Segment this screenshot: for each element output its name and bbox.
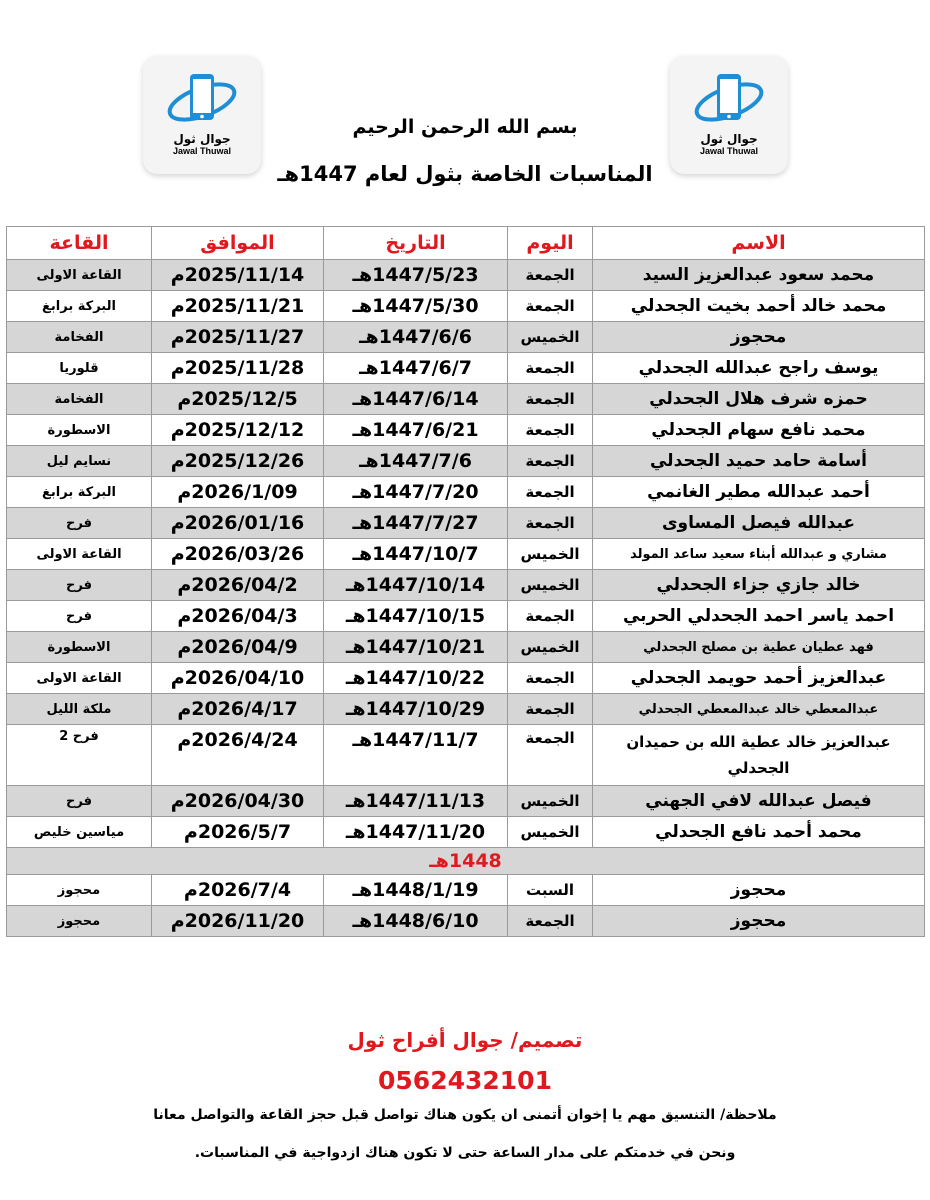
- cell-name: حمزه شرف هلال الجحدلي: [593, 384, 925, 415]
- year-divider-row: [7, 848, 925, 875]
- cell-hall: مياسين خليص: [7, 817, 152, 848]
- cell-day: الجمعة: [508, 725, 593, 786]
- cell-hijri-date: 1447/11/7هـ: [324, 725, 508, 786]
- cell-hall: القاعة الاولى: [7, 539, 152, 570]
- table-row: [7, 786, 925, 817]
- table-row: [7, 663, 925, 694]
- cell-name: محمد سعود عبدالعزيز السيد: [593, 260, 925, 291]
- cell-day: الجمعة: [508, 291, 593, 322]
- cell-gregorian-date: 2025/12/5م: [152, 384, 324, 415]
- cell-hijri-date: 1447/5/30هـ: [324, 291, 508, 322]
- cell-day: الجمعة: [508, 415, 593, 446]
- cell-gregorian-date: 2026/03/26م: [152, 539, 324, 570]
- cell-gregorian-date: 2025/11/28م: [152, 353, 324, 384]
- cell-hall: محجوز: [7, 906, 152, 937]
- design-credit: تصميم/ جوال أفراح ثول: [347, 1028, 583, 1052]
- table-row: [7, 632, 925, 663]
- cell-gregorian-date: 2026/04/3م: [152, 601, 324, 632]
- cell-hall: نسايم ليل: [7, 446, 152, 477]
- cell-hijri-date: 1447/5/23هـ: [324, 260, 508, 291]
- note-line-1: ملاحظة/ التنسيق مهم يا إخوان أتمنى ان يكون هناك تواصل قبل حجز القاعة والتواصل معانا: [153, 1107, 777, 1123]
- cell-name: محجوز: [593, 906, 925, 937]
- cell-name: محجوز: [593, 875, 925, 906]
- cell-day: السبت: [508, 875, 593, 906]
- table-row: [7, 694, 925, 725]
- cell-hall: الاسطورة: [7, 415, 152, 446]
- table-row: [7, 601, 925, 632]
- logo-english-text: Jawal Thuwal: [699, 146, 759, 156]
- cell-hijri-date: 1447/10/7هـ: [324, 539, 508, 570]
- cell-hijri-date: 1447/6/14هـ: [324, 384, 508, 415]
- cell-day: الجمعة: [508, 260, 593, 291]
- table-row: [7, 477, 925, 508]
- cell-hall: فرح: [7, 508, 152, 539]
- cell-gregorian-date: 2026/04/9م: [152, 632, 324, 663]
- table-row: [7, 260, 925, 291]
- cell-day: الخميس: [508, 786, 593, 817]
- table-row: [7, 384, 925, 415]
- cell-hall: الاسطورة: [7, 632, 152, 663]
- logo-arabic-text: جوال ثول: [700, 132, 758, 146]
- cell-day: الجمعة: [508, 906, 593, 937]
- cell-hijri-date: 1447/6/21هـ: [324, 415, 508, 446]
- cell-hall: قلوريا: [7, 353, 152, 384]
- cell-hijri-date: 1447/7/20هـ: [324, 477, 508, 508]
- header-hijri-date: التاريخ: [324, 227, 508, 260]
- logo-right: [670, 56, 788, 174]
- cell-hijri-date: 1447/10/21هـ: [324, 632, 508, 663]
- cell-hijri-date: 1448/6/10هـ: [324, 906, 508, 937]
- cell-hall: الفخامة: [7, 322, 152, 353]
- cell-day: الجمعة: [508, 384, 593, 415]
- cell-day: الخميس: [508, 632, 593, 663]
- cell-hall: البركة برابغ: [7, 291, 152, 322]
- cell-name: عبدالله فيصل المساوى: [593, 508, 925, 539]
- cell-gregorian-date: 2026/04/10م: [152, 663, 324, 694]
- cell-hijri-date: 1447/10/14هـ: [324, 570, 508, 601]
- table-row: [7, 725, 925, 786]
- header-name: الاسم: [593, 227, 925, 260]
- cell-name: محجوز: [593, 322, 925, 353]
- table-row: [7, 906, 925, 937]
- events-table: [6, 226, 925, 937]
- cell-name: أسامة حامد حميد الجحدلي: [593, 446, 925, 477]
- cell-hijri-date: 1447/10/29هـ: [324, 694, 508, 725]
- cell-hall: ملكة الليل: [7, 694, 152, 725]
- table-row: [7, 817, 925, 848]
- cell-gregorian-date: 2026/04/30م: [152, 786, 324, 817]
- document-title: المناسبات الخاصة بثول لعام 1447هـ: [277, 162, 653, 186]
- cell-hall: القاعة الاولى: [7, 260, 152, 291]
- header-day: اليوم: [508, 227, 593, 260]
- cell-day: الجمعة: [508, 477, 593, 508]
- cell-gregorian-date: 2026/1/09م: [152, 477, 324, 508]
- cell-day: الجمعة: [508, 663, 593, 694]
- cell-name: يوسف راجح عبدالله الجحدلي: [593, 353, 925, 384]
- cell-gregorian-date: 2025/12/26م: [152, 446, 324, 477]
- cell-hall: القاعة الاولى: [7, 663, 152, 694]
- table-row: [7, 539, 925, 570]
- table-row: [7, 508, 925, 539]
- phone-number: 0562432101: [378, 1066, 552, 1095]
- cell-name: أحمد عبدالله مطير الغانمي: [593, 477, 925, 508]
- cell-day: الجمعة: [508, 694, 593, 725]
- cell-hall: فرح: [7, 601, 152, 632]
- cell-day: الجمعة: [508, 446, 593, 477]
- cell-name: مشاري و عبدالله أبناء سعيد ساعد المولد: [593, 539, 925, 570]
- year-label: 1448هـ: [7, 848, 925, 875]
- table-row: [7, 353, 925, 384]
- cell-name: محمد نافع سهام الجحدلي: [593, 415, 925, 446]
- cell-gregorian-date: 2026/4/24م: [152, 725, 324, 786]
- cell-name: احمد ياسر احمد الجحدلي الحربي: [593, 601, 925, 632]
- cell-name: خالد جازي جزاء الجحدلي: [593, 570, 925, 601]
- cell-hijri-date: 1447/7/27هـ: [324, 508, 508, 539]
- note-line-2: ونحن في خدمتكم على مدار الساعة حتى لا تكون هناك ازدواجية في المناسبات.: [194, 1145, 736, 1161]
- header-hall: القاعة: [7, 227, 152, 260]
- cell-day: الجمعة: [508, 601, 593, 632]
- basmala: بسم الله الرحمن الرحيم: [352, 116, 578, 138]
- cell-name: فيصل عبدالله لافي الجهني: [593, 786, 925, 817]
- cell-hall: فرح: [7, 786, 152, 817]
- cell-name: عبدالعزيز أحمد حويمد الجحدلي: [593, 663, 925, 694]
- table-row: [7, 875, 925, 906]
- cell-hijri-date: 1447/11/13هـ: [324, 786, 508, 817]
- cell-gregorian-date: 2026/4/17م: [152, 694, 324, 725]
- cell-hijri-date: 1447/6/6هـ: [324, 322, 508, 353]
- header-gregorian-date: الموافق: [152, 227, 324, 260]
- cell-gregorian-date: 2025/11/21م: [152, 291, 324, 322]
- cell-hijri-date: 1448/1/19هـ: [324, 875, 508, 906]
- cell-gregorian-date: 2025/11/27م: [152, 322, 324, 353]
- cell-gregorian-date: 2025/12/12م: [152, 415, 324, 446]
- cell-day: الجمعة: [508, 508, 593, 539]
- cell-gregorian-date: 2026/11/20م: [152, 906, 324, 937]
- logo-english-text: Jawal Thuwal: [172, 146, 232, 156]
- cell-name: فهد عطيان عطية بن مصلح الجحدلي: [593, 632, 925, 663]
- cell-name: محمد خالد أحمد بخيت الجحدلي: [593, 291, 925, 322]
- cell-hall: فرح 2: [7, 725, 152, 786]
- cell-hall: الفخامة: [7, 384, 152, 415]
- cell-gregorian-date: 2026/5/7م: [152, 817, 324, 848]
- table-row: [7, 322, 925, 353]
- logo-arabic-text: جوال ثول: [173, 132, 231, 146]
- cell-hijri-date: 1447/10/15هـ: [324, 601, 508, 632]
- cell-gregorian-date: 2026/01/16م: [152, 508, 324, 539]
- cell-day: الخميس: [508, 570, 593, 601]
- cell-hijri-date: 1447/7/6هـ: [324, 446, 508, 477]
- cell-gregorian-date: 2025/11/14م: [152, 260, 324, 291]
- cell-hijri-date: 1447/6/7هـ: [324, 353, 508, 384]
- table-row: [7, 291, 925, 322]
- table-header-row: [7, 227, 925, 260]
- logo-left: [143, 56, 261, 174]
- cell-day: الخميس: [508, 817, 593, 848]
- cell-hall: فرح: [7, 570, 152, 601]
- cell-gregorian-date: 2026/7/4م: [152, 875, 324, 906]
- cell-day: الخميس: [508, 539, 593, 570]
- cell-hijri-date: 1447/11/20هـ: [324, 817, 508, 848]
- cell-day: الخميس: [508, 322, 593, 353]
- cell-gregorian-date: 2026/04/2م: [152, 570, 324, 601]
- cell-name: محمد أحمد نافع الجحدلي: [593, 817, 925, 848]
- cell-hijri-date: 1447/10/22هـ: [324, 663, 508, 694]
- table-row: [7, 446, 925, 477]
- cell-name: عبدالمعطي خالد عبدالمعطي الجحدلي: [593, 694, 925, 725]
- table-row: [7, 415, 925, 446]
- cell-name: عبدالعزيز خالد عطية الله بن حميدان الجحدلي: [593, 725, 925, 786]
- table-row: [7, 570, 925, 601]
- cell-hall: محجوز: [7, 875, 152, 906]
- cell-hall: البركة برابغ: [7, 477, 152, 508]
- cell-day: الجمعة: [508, 353, 593, 384]
